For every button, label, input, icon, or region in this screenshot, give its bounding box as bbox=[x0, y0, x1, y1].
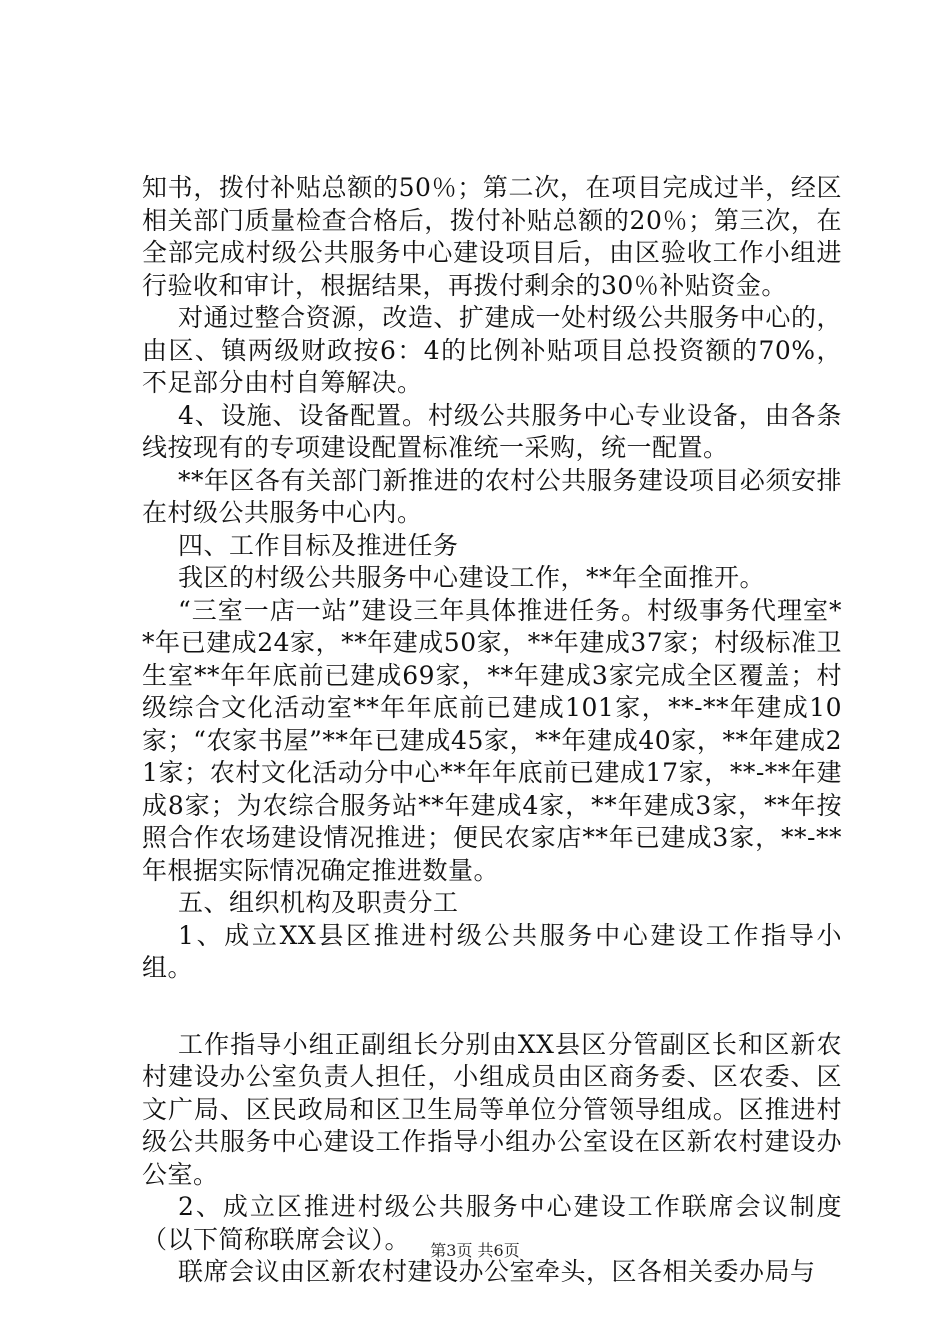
document-body bbox=[142, 172, 842, 1289]
paragraph-gap bbox=[142, 985, 842, 1029]
paragraph-group-members: 工作指导小组正副组长分别由XX县区分管副区长和区新农村建设办公室负责人担任，小组成员由区商务委、区农委、区文广局、区民政局和区卫生局等单位分管领导组成。区推进村级公共服务中心建设工作指导小组办公室设在区新农村建设办公室。 bbox=[142, 1029, 842, 1189]
paragraph-equipment-config: 4、设施、设备配置。村级公共服务中心专业设备，由各条线按现有的专项建设配置标准统一采购，统一配置。 bbox=[142, 400, 842, 462]
paragraph-joint-meeting: 2、成立区推进村级公共服务中心建设工作联席会议制度（以下简称联席会议）。 bbox=[142, 1192, 842, 1254]
section-heading-organization: 五、组织机构及职责分工 bbox=[178, 888, 459, 917]
paragraph-subsidy-schedule: 知书，拨付补贴总额的50％；第二次，在项目完成过半，经区相关部门质量检查合格后，拨付补贴总额的20％；第三次，在全部完成村级公共服务中心建设项目后，由区验收工作小组进行验收和审计，根据结果，再拨付剩余的30％补贴资金。 bbox=[142, 173, 842, 300]
page-number-footer: 第3页 共6页 bbox=[430, 1241, 520, 1260]
paragraph-meeting-lead: 联席会议由区新农村建设办公室牵头，区各相关委办局与 bbox=[178, 1257, 816, 1286]
paragraph-integration-subsidy: 对通过整合资源，改造、扩建成一处村级公共服务中心的，由区、镇两级财政按6：4的比例补贴项目总投资额的70%，不足部分由村自筹解决。 bbox=[142, 303, 842, 397]
paragraph-guidance-group: 1、成立XX县区推进村级公共服务中心建设工作指导小组。 bbox=[142, 920, 842, 982]
paragraph-department-projects: **年区各有关部门新推进的农村公共服务建设项目必须安排在村级公共服务中心内。 bbox=[142, 465, 842, 527]
section-heading-goals: 四、工作目标及推进任务 bbox=[178, 530, 459, 560]
paragraph-three-year-tasks: “三室一店一站”建设三年具体推进任务。村级事务代理室**年已建成24家，**年建成50家，**年建成37家；村级标准卫生室**年年底前已建成69家，**年建成3家完成全区覆盖；村级综合文化活动室**年年底前已建成101家，**-**年建成10家；“农家书屋”**年已建成45家，**年建成40家，**年建成21家；农村文化活动分中心**年年底前已建成17家，**-**年建成8家；为农综合服务站**年建成4家，**年建成3家，**年按照合作农场建设情况推进；便民农家店**年已建成3家，**-**年根据实际情况确定推进数量。 bbox=[142, 595, 842, 885]
paragraph-overall-goal: 我区的村级公共服务中心建设工作，**年全面推开。 bbox=[178, 563, 766, 592]
